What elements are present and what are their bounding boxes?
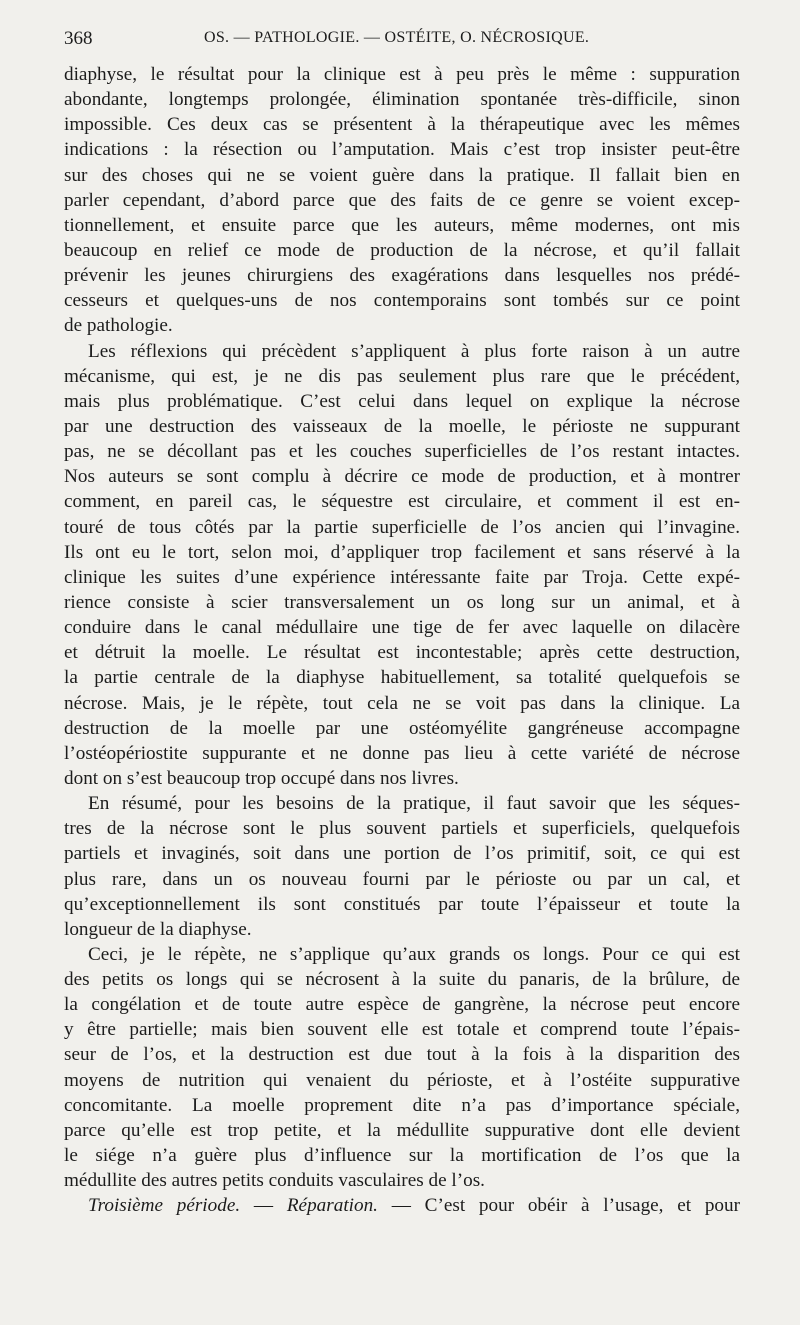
- text-line: comment, en pareil cas, le séquestre est circulaire, et comment il est en-: [64, 491, 740, 513]
- text-line: prévenir les jeunes chirurgiens des exagérations dans lesquelles nos prédé-: [64, 265, 740, 287]
- text-line: et détruit la moelle. Le résultat est incontestable; après cette destruction,: [64, 642, 740, 664]
- text-line: moyens de nutrition qui venaient du périoste, et à l’ostéite suppurative: [64, 1069, 740, 1091]
- text-line: Ils ont eu le tort, selon moi, d’appliquer trop facilement et sans réservé à la: [64, 541, 740, 563]
- text-line: mécanisme, qui est, je ne dis pas seulement plus rare que le précédent,: [64, 365, 740, 387]
- text-line: dont on s’est beaucoup trop occupé dans nos livres.: [64, 767, 459, 789]
- text-line: la partie centrale de la diaphyse habituellement, sa totalité quelquefois se: [64, 667, 740, 689]
- text-line: rience consiste à scier transversalement un os long sur un animal, et à: [64, 591, 740, 613]
- text-line: destruction de la moelle par une ostéomyélite gangréneuse accompagne: [64, 717, 740, 739]
- section-heading-line: [64, 1193, 740, 1218]
- text-line: le siége n’a guère plus d’influence sur la mortification de l’os que la: [64, 1145, 740, 1167]
- text-line: concomitante. La moelle proprement dite n’a pas d’importance spéciale,: [64, 1094, 740, 1116]
- page-number: 368: [64, 28, 93, 49]
- text-line: nécrose. Mais, je le répète, tout cela ne se voit pas dans la clinique. La: [64, 692, 740, 714]
- text-line: indications : la résection ou l’amputation. Mais c’est trop insister peut-être: [64, 139, 740, 161]
- text-line: clinique les suites d’une expérience intéressante faite par Troja. Cette expé-: [64, 566, 740, 588]
- text-line: mais plus problématique. C’est celui dans lequel on explique la nécrose: [64, 390, 740, 412]
- text-line: y être partielle; mais bien souvent elle est totale et comprend toute l’épais-: [64, 1019, 740, 1041]
- text-line: de pathologie.: [64, 315, 173, 337]
- paragraph: [64, 62, 740, 339]
- text-line: conduire dans le canal médullaire une tige de fer avec laquelle on dilacère: [64, 617, 740, 639]
- text-line: seur de l’os, et la destruction est due tout à la fois à la disparition des: [64, 1044, 740, 1066]
- text-line: diaphyse, le résultat pour la clinique est à peu près le même : suppuration: [64, 64, 740, 85]
- text-line: médullite des autres petits conduits vasculaires de l’os.: [64, 1170, 485, 1192]
- text-line: sur des choses qui ne se voient guère dans la pratique. Il fallait bien en: [64, 164, 740, 186]
- text-line: tionnellement, et ensuite parce que les auteurs, même modernes, ont mis: [64, 214, 740, 236]
- running-title: OS. — PATHOLOGIE. — OSTÉITE, O. NÉCROSIQUE.: [204, 29, 590, 46]
- text-line: longueur de la diaphyse.: [64, 918, 252, 940]
- text-line: qu’exceptionnellement ils sont constitués par toute l’épaisseur et toute la: [64, 893, 740, 915]
- text-line: Nos auteurs se sont complu à décrire ce mode de production, et à montrer: [64, 466, 740, 488]
- text-line: partiels et invaginés, soit dans une portion de l’os primitif, soit, ce qui est: [64, 843, 740, 865]
- text-line: Ceci, je le répète, ne s’applique qu’aux grands os longs. Pour ce qui est: [88, 943, 740, 965]
- text-line: des petits os longs qui se nécrosent à la suite du panaris, de la brûlure, de: [64, 969, 740, 991]
- text-line: touré de tous côtés par la partie superficielle de l’os ancien qui l’invagine.: [64, 516, 740, 538]
- body-text: [64, 62, 740, 1218]
- section-heading-period: Troisième période.: [88, 1195, 241, 1217]
- text-line: parler cependant, d’abord parce que des faits de ce genre se voient excep-: [64, 189, 740, 211]
- text-line: l’ostéopériostite suppurante et ne donne pas lieu à cette variété de nécrose: [64, 742, 740, 764]
- running-head: [64, 28, 740, 56]
- text-line: plus rare, dans un os nouveau fourni par le périoste ou par un cal, et: [64, 868, 740, 890]
- paragraphs: [64, 62, 740, 1193]
- text-line: parce qu’elle est trop petite, et la médullite suppurative dont elle devient: [64, 1119, 740, 1141]
- text-line: pas, ne se décollant pas et les couches superficielles de l’os restant intactes.: [64, 441, 740, 463]
- text-line: Les réflexions qui précèdent s’appliquent à plus forte raison à un autre: [88, 340, 740, 362]
- text-line: cesseurs et quelques-uns de nos contemporains sont tombés sur ce point: [64, 290, 740, 312]
- text-line: abondante, longtemps prolongée, élimination spontanée très-difficile, sinon: [64, 89, 740, 111]
- section-heading-title: Réparation.: [286, 1195, 378, 1217]
- text-line: la congélation et de toute autre espèce de gangrène, la nécrose peut encore: [64, 994, 740, 1016]
- section-heading-dash: —: [240, 1195, 287, 1217]
- text-line: beaucoup en relief ce mode de production de la nécrose, et qu’il fallait: [64, 239, 740, 261]
- section-heading-text: — C’est pour obéir à l’usage, et pour: [377, 1195, 740, 1217]
- paragraph: [64, 339, 740, 792]
- paragraph: [64, 791, 740, 942]
- paragraph: [64, 942, 740, 1193]
- text-line: par une destruction des vaisseaux de la moelle, le périoste ne suppurant: [64, 415, 740, 437]
- text-line: En résumé, pour les besoins de la pratique, il faut savoir que les séques-: [88, 793, 740, 815]
- text-line: tres de la nécrose sont le plus souvent partiels et superficiels, quelquefois: [64, 818, 740, 840]
- text-line: impossible. Ces deux cas se présentent à la thérapeutique avec les mêmes: [64, 114, 740, 136]
